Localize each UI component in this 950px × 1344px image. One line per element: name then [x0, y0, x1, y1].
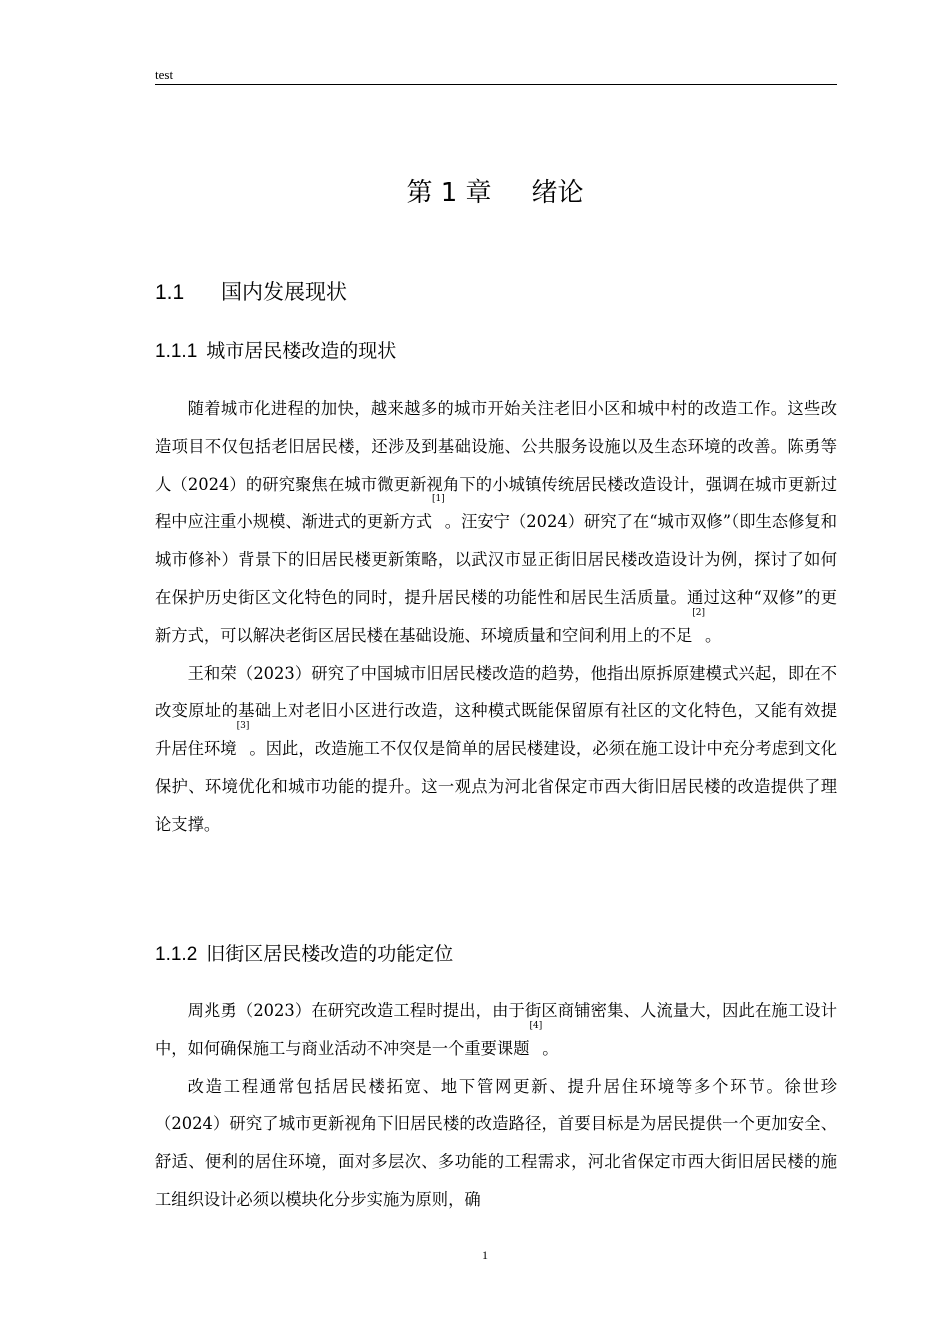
text-run: 周兆勇（2023）在研究改造工程时提出，由于街区商铺密集、人流量大，因此在施工设计中，如何确保施工与商业活动不冲突是一个重要课题 — [155, 1001, 837, 1058]
chapter-title: 绪论 — [531, 178, 584, 208]
header-rule — [155, 84, 837, 85]
section-heading — [155, 276, 347, 306]
subsection-heading-2 — [155, 939, 453, 966]
text-run: 随着城市化进程的加快，越来越多的城市开始关注老旧小区和城中村的改造工作。这些改造项目不仅包括老旧居民楼，还涉及到基础设施、公共服务设施以及生态环境的改善。陈勇等人（2024）的研究聚焦在城市微更新视角下的小城镇传统居民楼改造设计，强调在城市更新过程中应注重小规模、渐进式的更新方式 — [155, 399, 837, 532]
body-block-2 — [155, 992, 837, 1219]
citation: [3] — [236, 721, 250, 732]
subsection-number: 1.1.2 — [155, 944, 198, 965]
chapter-number: 第 1 章 — [406, 178, 492, 208]
text-run: 。因此，改造施工不仅仅是简单的居民楼建设，必须在施工设计中充分考虑到文化保护、环境优化和城市功能的提升。这一观点为河北省保定市西大街旧居民楼的改造提供了理论支撑。 — [155, 739, 837, 834]
section-title: 国内发展现状 — [221, 280, 347, 304]
chapter-heading — [0, 172, 950, 209]
text-run: 。汪安宁（2024）研究了在“城市双修”（即生态修复和城市修补）背景下的旧居民楼更新策略，以武汉市显正街旧居民楼改造设计为例，探讨了如何在保护历史街区文化特色的同时，提升居民楼的功能性和居民生活质量。通过这种“双修”的更新方式，可以解决老街区居民楼在基础设施、环境质量和空间利用上的不足 — [155, 512, 837, 645]
citation: [2] — [692, 607, 706, 618]
paragraph — [155, 390, 837, 655]
text-run: 王和荣（2023）研究了中国城市旧居民楼改造的趋势，他指出原拆原建模式兴起，即在不改变原址的基础上对老旧小区进行改造，这种模式既能保留原有社区的文化特色，又能有效提升居住环境 — [155, 663, 837, 759]
page-number: 1 — [482, 1248, 488, 1262]
citation: [1] — [432, 494, 445, 505]
text-run: 改造工程通常包括居民楼拓宽、地下管网更新、提升居住环境等多个环节。徐世珍（2024）研究了城市更新视角下旧居民楼的改造路径，首要目标是为居民提供一个更加安全、舒适、便利的居住环境，面对多层次、多功能的工程需求，河北省保定市西大街旧居民楼的施工组织设计必须以模块化分步实施为原则，确 — [155, 1076, 837, 1209]
text-run: 。 — [705, 625, 722, 645]
paragraph — [155, 1068, 837, 1219]
subsection-heading-1 — [155, 336, 396, 363]
citation: [4] — [529, 1020, 543, 1031]
subsection-title: 城市居民楼改造的现状 — [206, 340, 397, 362]
section-number: 1.1 — [155, 281, 185, 304]
paragraph — [155, 992, 837, 1068]
body-block-1 — [155, 390, 837, 844]
text-run: 。 — [542, 1038, 559, 1058]
paragraph — [155, 655, 837, 844]
subsection-title: 旧街区居民楼改造的功能定位 — [206, 943, 454, 965]
subsection-number: 1.1.1 — [155, 341, 198, 362]
page-header: test — [155, 67, 174, 82]
